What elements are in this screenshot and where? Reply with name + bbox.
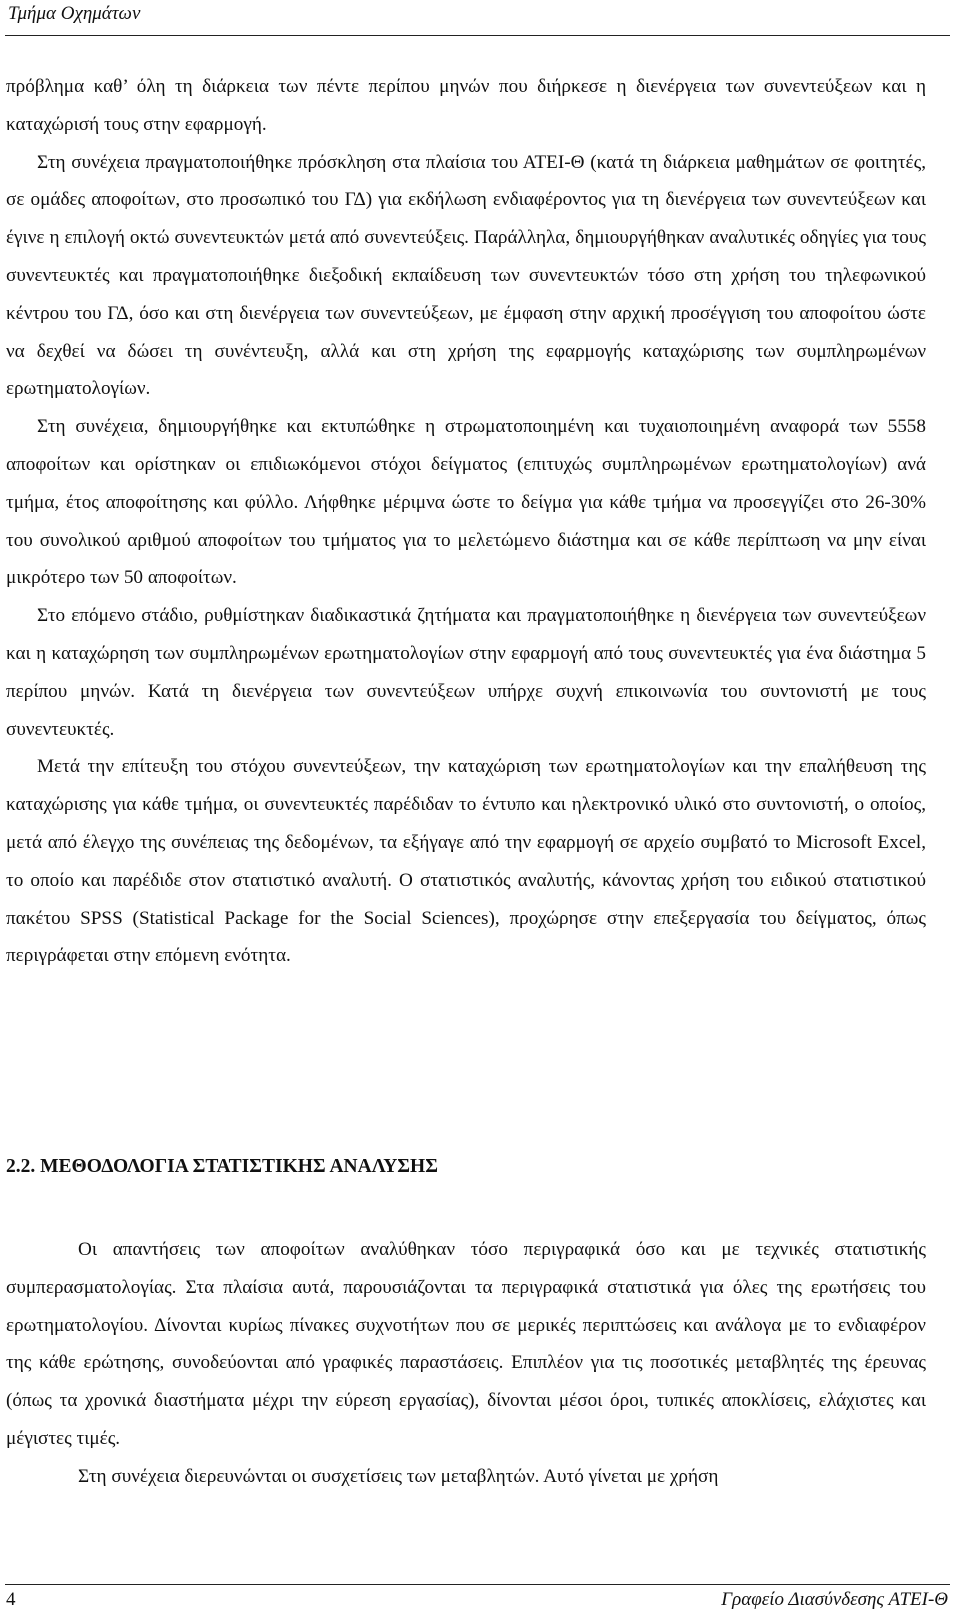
paragraph: Στη συνέχεια πραγματοποιήθηκε πρόσκληση στα πλαίσια του ΑΤΕΙ-Θ (κατά τη διάρκεια μαθημάτων σε φοιτητές, σε ομάδες αποφοίτων, στο προσωπικό του ΓΔ) για εκδήλωση ενδιαφέροντος για τη διενέργεια των συνεντεύξεων και έγινε η επιλογή οκτώ συνεντευκτών μετά από συνεντεύξεις. Παράλληλα, δημιουργήθηκαν αναλυτικές οδηγίες για τους συνεντευκτές και πραγματοποιήθηκε διεξοδική εκπαίδευση των συνεντευκτών τόσο στη χρήση του τηλεφωνικού κέντρου του ΓΔ, όσο και στη διενέργεια των συνεντεύξεων, με έμφαση στην αρχική προσέγγιση του αποφοίτου ώστε να δεχθεί να δώσει τη συνέντευξη, αλλά και στη χρήση της εφαρμογής καταχώρισης των συμπληρωμένων ερωτηματολογίων. — [6, 151, 926, 400]
paragraph: Στη συνέχεια, δημιουργήθηκε και εκτυπώθηκε η στρωματοποιημένη και τυχαιοποιημένη αναφορά των 5558 αποφοίτων και ορίστηκαν οι επιδιωκόμενοι στόχοι δείγματος (επιτυχώς συμπληρωμένων ερωτηματολογίων) ανά τμήμα, έτος αποφοίτησης και φύλλο. Λήφθηκε μέριμνα ώστε το δείγμα για κάθε τμήμα να προσεγγίζει στο 26-30% του συνολικού αριθμού αποφοίτων του τμήματος για το μελετώμενο διάστημα και σε κάθε περίπτωση να μην είναι μικρότερο των 50 αποφοίτων. — [6, 416, 926, 589]
section-body — [6, 68, 926, 975]
running-header: Τμήμα Οχημάτων — [8, 3, 141, 24]
paragraph: Μετά την επίτευξη του στόχου συνεντεύξεων, την καταχώριση των ερωτηματολογίων και την επαλήθευση της καταχώρισης για κάθε τμήμα, οι συνεντευκτές παρέδιδαν το έντυπο και ηλεκτρονικό υλικό στο συντονιστή, ο οποίος, μετά από έλεγχο της συνέπειας της δεδομένων, τα εξήγαγε από την εφαρμογή σε αρχείο συμβατό το Microsoft Excel, το οποίο και παρέδιδε στον στατιστικό αναλυτή. Ο στατιστικός αναλυτής, κάνοντας χρήση του ειδικού στατιστικού πακέτου SPSS (Statistical Package for the Social Sciences), προχώρησε στην επεξεργασία του δείγματος, όπως περιγράφεται στην επόμενη ενότητα. — [6, 756, 926, 967]
header-rule — [5, 35, 950, 36]
section-heading: 2.2. ΜΕΘΟΔΟΛΟΓΙΑ ΣΤΑΤΙΣΤΙΚΗΣ ΑΝΑΛΥΣΗΣ — [6, 1156, 438, 1177]
page-number: 4 — [6, 1589, 16, 1610]
running-footer: Γραφείο Διασύνδεσης ΑΤΕΙ-Θ — [721, 1589, 948, 1610]
paragraph: Στο επόμενο στάδιο, ρυθμίστηκαν διαδικαστικά ζητήματα και πραγματοποιήθηκε η διενέργεια των συνεντεύξεων και η καταχώρηση των συμπληρωμένων ερωτηματολογίων στην εφαρμογή από τους συνεντευκτές για ένα διάστημα 5 περίπου μηνών. Κατά τη διενέργεια των συνεντεύξεων υπήρχε συχνή επικοινωνία του συντονιστή με τους συνεντευκτές. — [6, 605, 926, 740]
footer-rule — [5, 1584, 950, 1585]
paragraph: πρόβλημα καθ’ όλη τη διάρκεια των πέντε περίπου μηνών που διήρκεσε η διενέργεια των συνεντεύξεων και η καταχώρισή τους στην εφαρμογή. — [6, 76, 926, 135]
paragraph: Στη συνέχεια διερευνώνται οι συσχετίσεις των μεταβλητών. Αυτό γίνεται με χρήση — [78, 1465, 719, 1487]
section-body — [6, 1231, 926, 1496]
paragraph: Οι απαντήσεις των αποφοίτων αναλύθηκαν τόσο περιγραφικά όσο και με τεχνικές στατιστικής συμπερασματολογίας. Στα πλαίσια αυτά, παρουσιάζονται τα περιγραφικά στατιστικά για όλες της ερωτήσεις του ερωτηματολογίου. Δίνονται κυρίως πίνακες συχνοτήτων που σε μερικές περιπτώσεις και ανάλογα με το ενδιαφέρον της κάθε ερώτησης, συνοδεύονται από γραφικές παραστάσεις. Επιπλέον για τις ποσοτικές μεταβλητές της έρευνας (όπως τα χρονικά διαστήματα μέχρι την εύρεση εργασίας), δίνονται μέσοι όροι, τυπικές αποκλίσεις, ελάχιστες και μέγιστες τιμές. — [6, 1239, 926, 1449]
